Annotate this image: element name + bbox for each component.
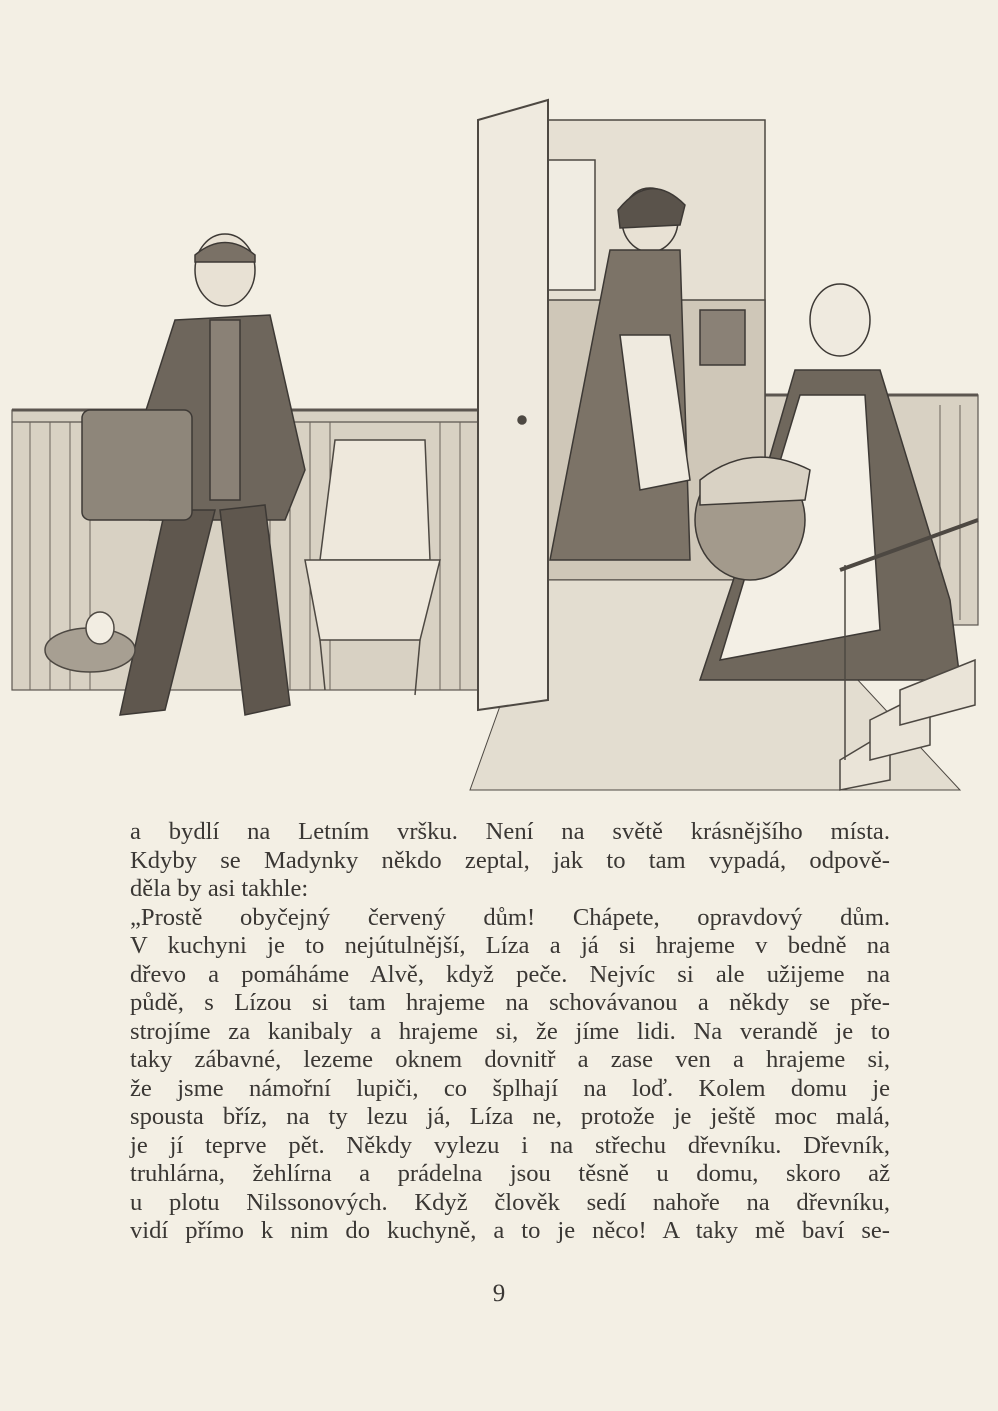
text-line: V kuchyni je to nejútulnější, Líza a já si hrajeme v bedně na xyxy=(130,932,890,959)
text-line: truhlárna, žehlírna a prádelna jsou těsně u domu, skoro až xyxy=(130,1160,890,1187)
text-line: Kdyby se Madynky někdo zeptal, jak to tam vypadá, odpově- xyxy=(130,846,890,874)
text-line: děla by asi takhle: xyxy=(130,875,309,902)
text-line: je jí teprve pět. Někdy vylezu i na střechu dřevníku. Dřevník, xyxy=(130,1131,890,1159)
page-number: 9 xyxy=(492,1280,506,1307)
text-line: taky zábavné, lezeme oknem dovnitř a zase ven a hrajeme si, xyxy=(130,1046,890,1073)
text-line: půdě, s Lízou si tam hrajeme na schovávanou a někdy se pře- xyxy=(130,989,890,1016)
text-line: u plotu Nilssonových. Když člověk sedí nahoře na dřevníku, xyxy=(130,1188,890,1216)
text-line: spousta bříz, na ty lezu já, Líza ne, protože je ještě moc malá, xyxy=(130,1103,890,1130)
text-line: „Prostě obyčejný červený dům! Chápete, opravdový dům. xyxy=(130,903,890,931)
text-line: strojíme za kanibaly a hrajeme si, že jíme lidi. Na verandě je to xyxy=(130,1017,890,1045)
text-line: dřevo a pomáháme Alvě, když peče. Nejvíc si ale užijeme na xyxy=(130,960,890,988)
body-text xyxy=(130,818,890,1246)
text-line: a bydlí na Letním vršku. Není na světě krásnějšího místa. xyxy=(130,818,890,845)
text-line: vidí přímo k nim do kuchyně, a to je něco! A taky mě baví se- xyxy=(130,1217,890,1244)
text-line: že jsme námořní lupiči, co šplhají na loď. Kolem domu je xyxy=(130,1074,890,1102)
